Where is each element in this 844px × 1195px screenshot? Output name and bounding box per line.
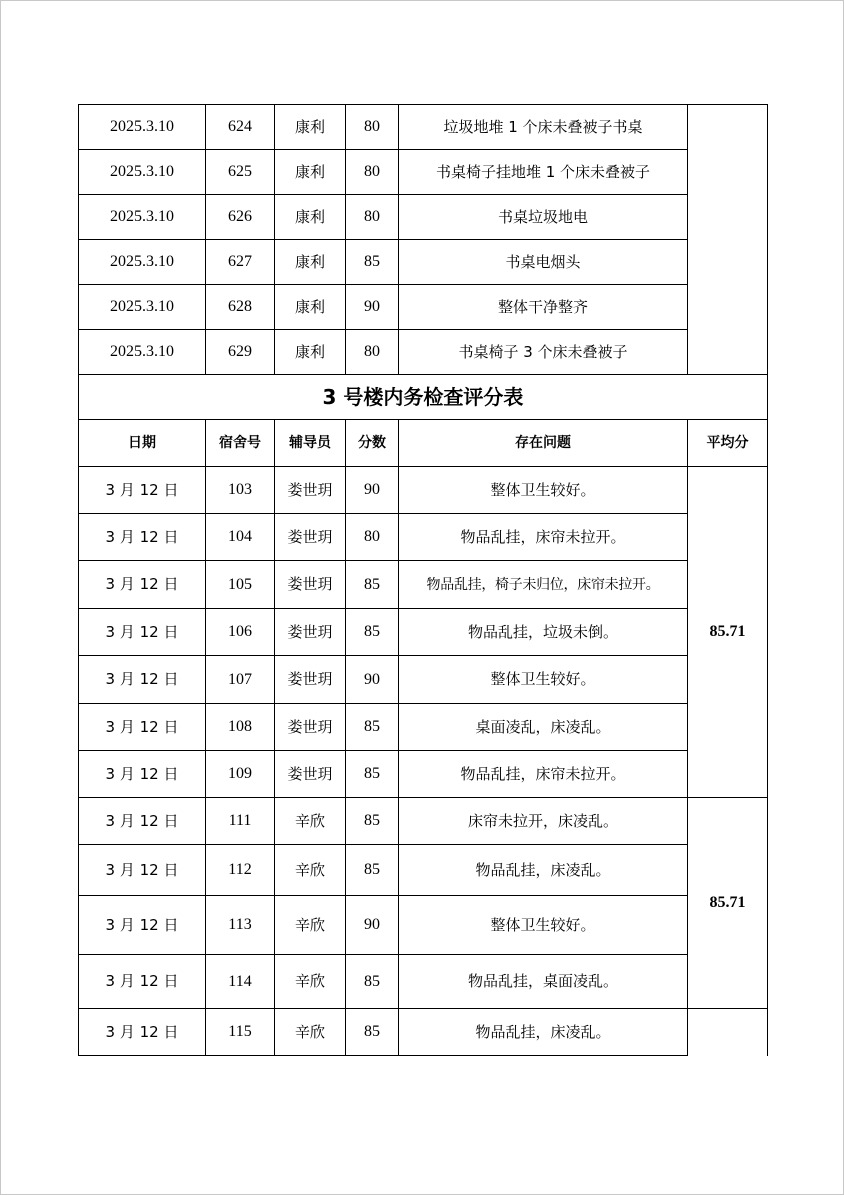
table-cell-score: 90 <box>364 298 380 315</box>
table-cell-issue: 书桌电烟头 <box>505 252 581 271</box>
table-cell-counselor: 娄世玥 <box>287 764 333 783</box>
table-title: 3 号楼内务检查评分表 <box>322 385 524 409</box>
table-cell-issue: 物品乱挂，椅子未归位，床帘未拉开。 <box>426 576 660 593</box>
table-cell-issue: 物品乱挂，床帘未拉开。 <box>460 527 626 546</box>
table-cell-score: 80 <box>364 528 380 545</box>
table-cell-date: 3 月 12 日 <box>105 915 179 934</box>
table-cell-issue: 垃圾地堆 1 个床未叠被子书桌 <box>443 117 643 136</box>
table-cell-date: 2025.3.10 <box>110 343 174 360</box>
table-cell-counselor: 辛欣 <box>294 811 325 830</box>
table-cell-score: 85 <box>364 861 380 878</box>
table-cell-date: 3 月 12 日 <box>105 480 179 499</box>
table-cell-date: 3 月 12 日 <box>105 717 179 736</box>
table-cell-score: 85 <box>364 765 380 782</box>
header-counselor: 辅导员 <box>289 435 331 451</box>
table-cell-counselor: 娄世玥 <box>287 717 333 736</box>
table-cell-score: 90 <box>364 916 380 933</box>
table-cell-room: 626 <box>228 208 252 225</box>
table-cell-score: 80 <box>364 163 380 180</box>
table-cell-counselor: 娄世玥 <box>287 622 333 641</box>
table-cell-issue: 书桌椅子 3 个床未叠被子 <box>458 342 628 361</box>
table-cell-room: 113 <box>228 916 252 933</box>
table-cell-date: 2025.3.10 <box>110 163 174 180</box>
table-cell-date: 2025.3.10 <box>110 118 174 135</box>
table-cell-room: 627 <box>228 253 252 270</box>
average-score: 85.71 <box>709 894 746 911</box>
table-cell-issue: 床帘未拉开，床凌乱。 <box>467 811 618 830</box>
table-cell-room: 108 <box>228 718 252 735</box>
table-cell-room: 629 <box>228 343 252 360</box>
table-cell-room: 114 <box>228 972 252 990</box>
table-cell-score: 85 <box>364 623 380 640</box>
table-cell-counselor: 辛欣 <box>294 1022 325 1041</box>
table-cell-counselor: 辛欣 <box>294 915 325 934</box>
table-cell-date: 3 月 12 日 <box>105 575 179 593</box>
table-cell-counselor: 康利 <box>294 207 325 226</box>
table-cell-room: 111 <box>228 812 252 829</box>
table-cell-issue: 整体卫生较好。 <box>490 670 596 688</box>
table-cell-counselor: 康利 <box>294 252 325 271</box>
table-cell-counselor: 辛欣 <box>294 860 325 879</box>
table-cell-score: 80 <box>364 118 380 135</box>
table-cell-date: 3 月 12 日 <box>105 972 179 990</box>
table-cell-score: 85 <box>364 718 380 735</box>
table-cell-date: 3 月 12 日 <box>105 811 179 830</box>
header-issue: 存在问题 <box>515 435 571 451</box>
table-cell-issue: 物品乱挂，床凌乱。 <box>475 860 611 879</box>
table-cell-issue: 整体卫生较好。 <box>490 480 596 499</box>
table-cell-counselor: 辛欣 <box>294 972 325 990</box>
table-cell-counselor: 娄世玥 <box>287 575 333 593</box>
table-cell-issue: 书桌椅子挂地堆 1 个床未叠被子 <box>435 162 651 181</box>
table-cell-room: 624 <box>228 118 252 135</box>
table-cell-counselor: 娄世玥 <box>287 480 333 499</box>
table-cell-room: 628 <box>228 298 252 315</box>
table-cell-issue: 物品乱挂，床凌乱。 <box>475 1022 611 1041</box>
table-cell-room: 105 <box>228 575 252 593</box>
table-cell-date: 2025.3.10 <box>110 298 174 315</box>
table-cell-date: 3 月 12 日 <box>105 527 179 546</box>
table-cell-counselor: 康利 <box>294 117 325 136</box>
table-cell-issue: 物品乱挂，垃圾未倒。 <box>467 622 618 641</box>
table-cell-counselor: 康利 <box>294 162 325 181</box>
table-cell-room: 104 <box>228 528 252 545</box>
header-date: 日期 <box>128 435 156 451</box>
table-cell-issue: 桌面凌乱，床凌乱。 <box>475 717 611 736</box>
table-cell-counselor: 娄世玥 <box>287 527 333 546</box>
table-cell-score: 85 <box>364 253 380 270</box>
table-cell-issue: 物品乱挂，床帘未拉开。 <box>460 764 626 783</box>
table-cell-date: 3 月 12 日 <box>105 622 179 641</box>
table-cell-date: 2025.3.10 <box>110 208 174 225</box>
table-cell-score: 80 <box>364 208 380 225</box>
header-avg: 平均分 <box>706 435 749 451</box>
table-cell-room: 112 <box>228 861 252 878</box>
table-cell-score: 90 <box>364 670 380 688</box>
table-cell-score: 85 <box>364 972 380 990</box>
table-cell-date: 3 月 12 日 <box>105 670 179 688</box>
table-cell-room: 109 <box>228 765 252 782</box>
table-cell-issue: 物品乱挂，桌面凌乱。 <box>467 972 618 990</box>
table-cell-room: 106 <box>228 623 252 640</box>
table-cell-counselor: 康利 <box>294 342 325 361</box>
table-cell-issue: 书桌垃圾地电 <box>497 207 588 226</box>
table-cell-issue: 整体卫生较好。 <box>490 915 596 934</box>
header-room: 宿舍号 <box>219 435 261 451</box>
table-cell-date: 3 月 12 日 <box>105 764 179 783</box>
table-cell-date: 3 月 12 日 <box>105 860 179 879</box>
table-cell-score: 80 <box>364 343 380 360</box>
table-cell-room: 115 <box>228 1023 252 1040</box>
table-cell-score: 85 <box>364 575 380 593</box>
table-cell-room: 107 <box>228 670 252 688</box>
table-cell-score: 90 <box>364 481 380 498</box>
table-cell-date: 3 月 12 日 <box>105 1022 179 1041</box>
table-cell-room: 625 <box>228 163 252 180</box>
table-cell-score: 85 <box>364 812 380 829</box>
table-cell-counselor: 康利 <box>294 297 325 316</box>
table-cell-date: 2025.3.10 <box>110 253 174 270</box>
table-cell-score: 85 <box>364 1023 380 1040</box>
table-cell-issue: 整体干净整齐 <box>497 297 588 316</box>
average-score: 85.71 <box>709 623 746 640</box>
table-cell-counselor: 娄世玥 <box>287 670 333 688</box>
header-score: 分数 <box>358 435 386 451</box>
table-cell-room: 103 <box>228 481 252 498</box>
